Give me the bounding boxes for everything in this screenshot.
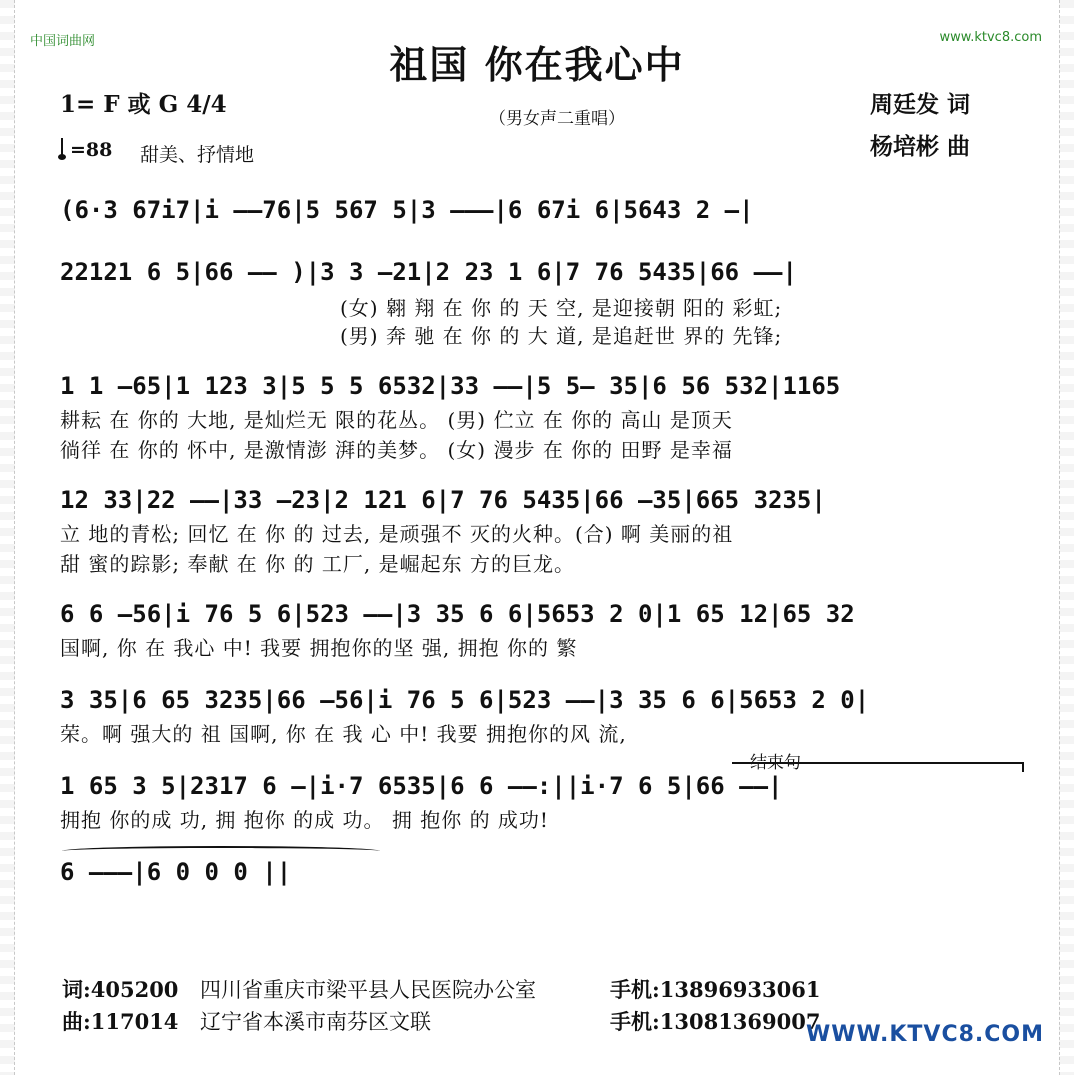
site-link-right[interactable]: www.ktvc8.com <box>939 30 1042 45</box>
key-signature: 1= F 或 G 4/4 <box>60 91 227 118</box>
lyricist-postcode: 词:405200 <box>62 977 179 1002</box>
quarter-note-icon <box>58 138 68 160</box>
score-line-6: 3 35|6 65 3235|66 —56|i 76 5 6|523 ——|3 35 6 6|5653 2 0| <box>60 686 870 714</box>
ending-label: 结束句 <box>750 753 801 773</box>
score-line-4: 12 33|22 ——|33 —23|2 121 6|7 76 5435|66 —35|665 3235| <box>60 486 826 514</box>
score-line-8: 6 ———|6 0 0 0 || <box>60 858 292 886</box>
score-line-3: 1 1 —65|1 123 3|5 5 5 6532|33 ——|5 5— 35|6 56 532|1165 <box>60 372 841 400</box>
tempo-value: =88 <box>70 139 113 161</box>
lyric-line-2a: (女) 翱 翔 在 你 的 天 空, 是迎接朝 阳的 彩虹; <box>340 296 783 320</box>
ending-bracket <box>732 762 1024 764</box>
lyric-line-4b: 甜 蜜的踪影; 奉献 在 你 的 工厂, 是崛起东 方的巨龙。 <box>60 552 575 576</box>
watermark-logo: WWW.KTVC8.COM <box>806 1022 1044 1047</box>
expression-marking: 甜美、抒情地 <box>140 144 255 166</box>
tie-mark <box>62 846 380 856</box>
lyric-line-6: 荣。啊 强大的 祖 国啊, 你 在 我 心 中! 我要 拥抱你的风 流, <box>60 722 627 746</box>
tempo-marking <box>58 138 112 161</box>
score-line-1: (6·3 67i7|i ——76|5 567 5|3 ———|6 67i 6|5643 2 —| <box>60 196 754 224</box>
song-title: 祖国 你在我心中 <box>389 42 685 87</box>
right-watermark-strip <box>1059 0 1074 1075</box>
lyric-line-7: 拥抱 你的成 功, 拥 抱你 的成 功。 拥 抱你 的 成功! <box>60 808 549 832</box>
ending-bracket-tick <box>1022 762 1024 772</box>
composer-address: 辽宁省本溪市南芬区文联 <box>200 1010 431 1034</box>
lyricist-credit: 周廷发 词 <box>870 91 971 118</box>
lyricist-phone: 手机:13896933061 <box>610 977 821 1002</box>
composer-credit: 杨培彬 曲 <box>870 133 971 160</box>
composer-phone: 手机:13081369007 <box>610 1009 821 1034</box>
lyric-line-4a: 立 地的青松; 回忆 在 你 的 过去, 是顽强不 灭的火种。(合) 啊 美丽的祖 <box>60 522 734 546</box>
lyricist-address: 四川省重庆市梁平县人民医院办公室 <box>200 978 536 1002</box>
score-line-7: 1 65 3 5|2317 6 —|i·7 6535|6 6 ——:||i·7 6 5|66 ——| <box>60 772 783 800</box>
lyric-line-2b: (男) 奔 驰 在 你 的 大 道, 是追赶世 界的 先锋; <box>340 324 783 348</box>
score-line-2: 22121 6 5|66 —— )|3 3 —21|2 23 1 6|7 76 5435|66 ——| <box>60 258 797 286</box>
left-watermark-strip <box>0 0 15 1075</box>
lyric-line-3b: 徜徉 在 你的 怀中, 是激情澎 湃的美梦。 (女) 漫步 在 你的 田野 是幸福 <box>60 438 733 462</box>
lyric-line-3a: 耕耘 在 你的 大地, 是灿烂无 限的花丛。 (男) 伫立 在 你的 高山 是顶天 <box>60 408 733 432</box>
site-link-left[interactable]: 中国词曲网 <box>30 34 96 49</box>
lyric-line-5: 国啊, 你 在 我心 中! 我要 拥抱你的坚 强, 拥抱 你的 繁 <box>60 636 578 660</box>
song-subtitle: （男女声二重唱） <box>489 109 625 129</box>
score-line-5: 6 6 —56|i 76 5 6|523 ——|3 35 6 6|5653 2 0|1 65 12|65 32 <box>60 600 855 628</box>
composer-postcode: 曲:117014 <box>62 1009 179 1034</box>
